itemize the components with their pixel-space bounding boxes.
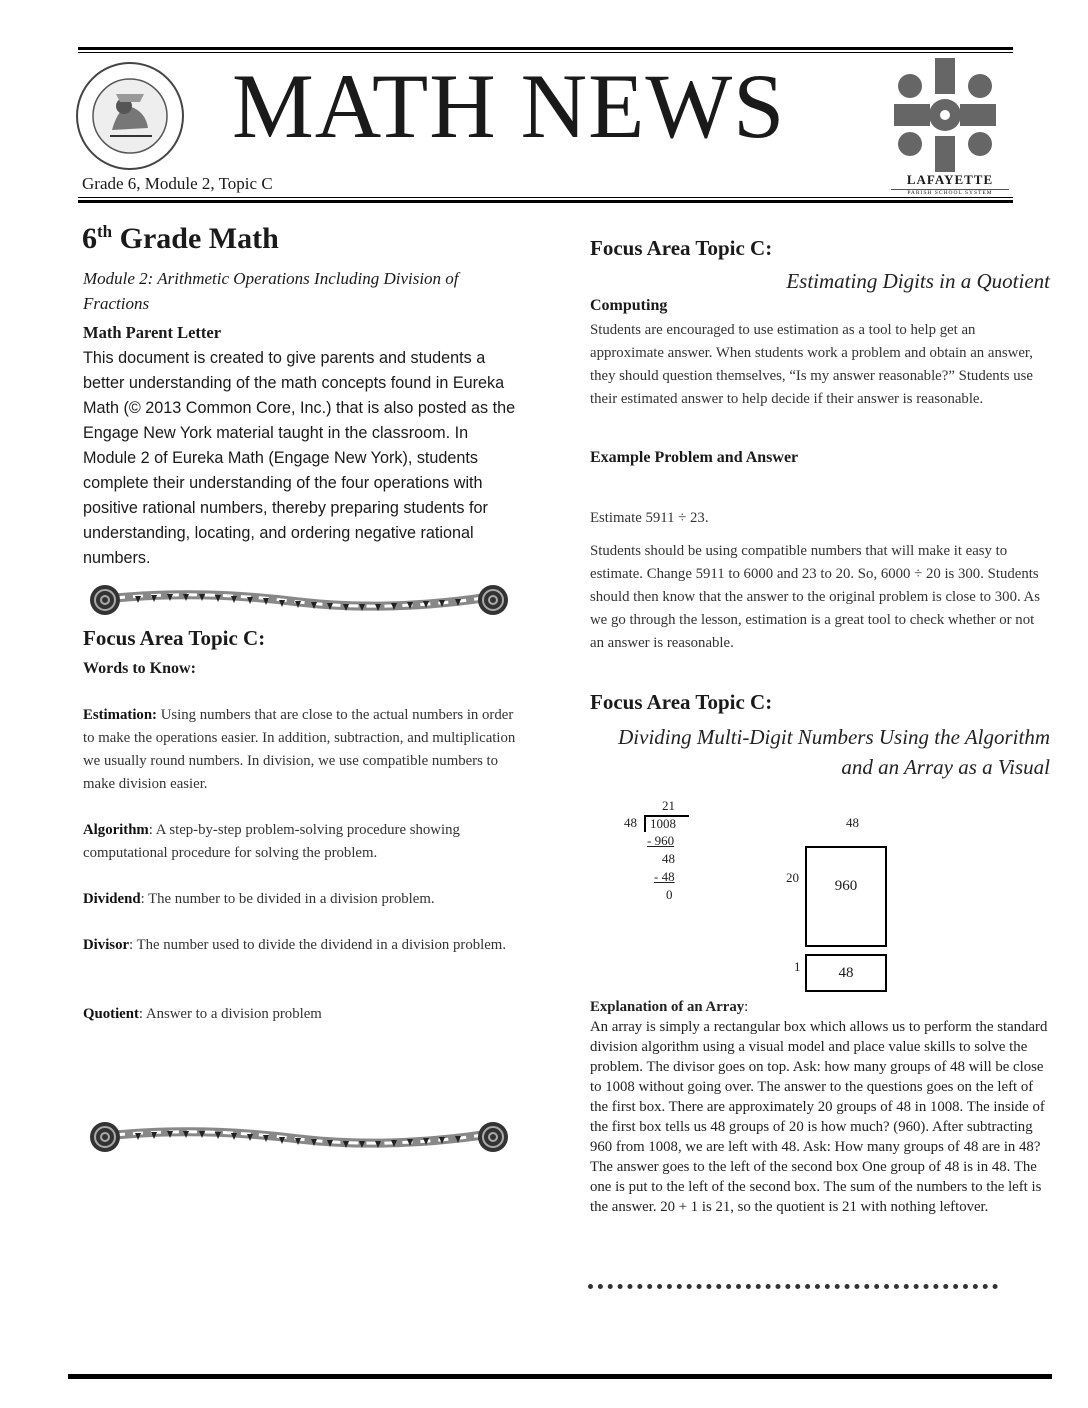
decorative-divider	[85, 584, 513, 618]
long-division-step-2: 48	[662, 851, 675, 866]
explanation-body: An array is simply a rectangular box which allows us to perform the standard division algorithm using a visual model and place value skills to solve the problem. The divisor goes on top. Ask: how many groups of 48 will be close to 1008 without going over. The answer to the questions goes on the left of the first box. There are approximately 20 groups of 48 in 1008. The inside of the first box tells us 48 groups of 20 is how much? (960). After subtracting 960 from 1008, we are left with 48. Ask: How many groups of 48 are in 48? The answer goes to the left of the second box One group of 48 is in 48. The one is put to the left of the second box. The sum of the numbers to the left is the answer. 20 + 1 is 21, so the quotient is 21 with nothing leftover.	[590, 1019, 1048, 1215]
long-division-quotient: 21	[662, 798, 675, 813]
lafayette-wordmark	[891, 172, 1009, 196]
school-board-seal-logo	[74, 58, 186, 174]
lafayette-wordmark-big: LAFAYETTE	[906, 172, 994, 187]
array-top-label: 48	[846, 815, 859, 830]
grade-heading: 6th Grade Math	[82, 222, 279, 255]
long-division-step-3: - 48	[654, 869, 675, 884]
long-division-divisor: 48	[624, 815, 637, 830]
division-bracket	[644, 815, 646, 832]
long-division-dividend: 1008	[650, 816, 676, 831]
definition-estimation: Estimation: Using numbers that are close to the actual numbers in order to make the operations easier. In addition, subtraction, and multiplication we usually round numbers. In division, we use compatible numbers to make division easier.	[83, 707, 516, 792]
array-left-label-2: 1	[794, 959, 801, 974]
example-answer: Students should be using compatible numbers that will make it easy to estimate. Change 5911 to 6000 and 23 to 20. So, 6000 ÷ 20 is 300. Students should then know that the answer to the original problem is close to 300. As we go through the lesson, estimation is a great tool to check whether or not an answer is reasonable.	[590, 543, 1041, 651]
computing-body: Students are encouraged to use estimation as a tool to help get an approximate answer. When students work a problem and obtain an answer, they should question themselves, “Is my answer reasonable?” Students use their estimated answer to help decide if their answer is reasonable.	[590, 322, 1033, 407]
array-left-label-1: 20	[786, 870, 799, 885]
parent-letter-body: This document is created to give parents and students a better understanding of the math concepts found in Eureka Math (© 2013 Common Core, Inc.) that is also posted as the Engage New York material taught in the classroom. In Module 2 of Eureka Math (Engage New York), students complete their understanding of the four operations with positive rational numbers, thereby preparing students for understanding, locating, and ordering negative rational numbers.	[83, 349, 516, 567]
focus-1-subtitle: Estimating Digits in a Quotient	[786, 269, 1050, 293]
array-box-2	[805, 954, 887, 992]
parent-letter-heading: Math Parent Letter	[83, 323, 222, 342]
header-rule	[78, 200, 1013, 203]
decorative-divider-2	[85, 1121, 513, 1155]
long-division-remainder: 0	[666, 887, 673, 902]
top-rule-thin	[78, 52, 1013, 53]
array-box-2-value: 48	[838, 965, 854, 981]
array-box-1-value: 960	[834, 878, 858, 894]
module-subtitle: Module 2: Arithmetic Operations Including Division of Fractions	[83, 269, 459, 313]
example-problem: Estimate 5911 ÷ 23.	[590, 510, 709, 526]
definition-divisor: Divisor: The number used to divide the dividend in a division problem.	[83, 937, 507, 953]
dotted-divider	[588, 1284, 998, 1289]
focus-area-heading-1: Focus Area Topic C:	[590, 236, 773, 260]
definition-algorithm: Algorithm: A step-by-step problem-solving procedure showing computational procedure for solving the problem.	[83, 822, 460, 861]
focus-area-heading-2: Focus Area Topic C:	[590, 690, 773, 714]
array-explanation: Explanation of an Array: An array is simply a rectangular box which allows us to perform the standard division algorithm using a visual model and place value skills to solve the problem. The divisor goes on top. Ask: how many groups of 48 will be close to 1008 without going over. The answer to the questions goes on the left of the first box. There are approximately 20 groups of 48 in 1008. The inside of the first box tells us 48 groups of 20 is how much? (960). After subtracting 960 from 1008, we are left with 48. Ask: How many groups of 48 are in 48? The answer goes to the left of the second box One group of 48 is in 48. The one is put to the left of the second box. The sum of the numbers to the left is the answer. 20 + 1 is 21, so the quotient is 21 with nothing leftover.	[590, 999, 1048, 1215]
example-heading: Example Problem and Answer	[590, 449, 799, 466]
long-division-step-1: - 960	[647, 833, 675, 848]
lafayette-cross-logo	[880, 56, 1010, 174]
focus-area-heading-left: Focus Area Topic C:	[83, 626, 266, 650]
header-rule-thin	[78, 197, 1013, 198]
computing-heading: Computing	[590, 297, 668, 314]
explanation-heading: Explanation of an Array	[590, 999, 745, 1015]
masthead-title: MATH NEWS	[232, 55, 786, 157]
array-box-1	[805, 846, 887, 947]
words-to-know-heading: Words to Know:	[83, 660, 196, 677]
definition-dividend: Dividend: The number to be divided in a division problem.	[83, 891, 435, 907]
definition-quotient: Quotient: Answer to a division problem	[83, 1006, 322, 1022]
bottom-rule	[68, 1374, 1052, 1379]
masthead-subline: Grade 6, Module 2, Topic C	[82, 174, 273, 193]
lafayette-wordmark-small: PARISH SCHOOL SYSTEM	[891, 189, 1009, 196]
focus-2-subtitle: Dividing Multi-Digit Numbers Using the Algorithm and an Array as a Visual	[618, 725, 1050, 779]
top-rule	[78, 47, 1013, 50]
